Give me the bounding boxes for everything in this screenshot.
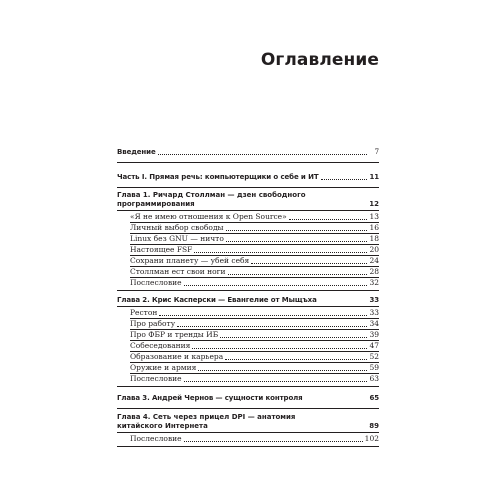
- toc-entry-label: Настоящее FSF: [130, 245, 193, 254]
- toc-entry-label: Послесловие: [130, 434, 182, 443]
- toc-subentry[interactable]: [117, 223, 379, 233]
- page-title: Оглавление: [260, 50, 379, 70]
- toc-entry-label: «Я не имею отношения к Open Source»: [130, 212, 287, 221]
- leader-dots: [184, 380, 367, 382]
- toc-entry-part1[interactable]: [117, 172, 379, 182]
- toc-entry-label: Рестон: [130, 308, 158, 317]
- toc-entry-page: 52: [369, 352, 379, 361]
- toc-subentry[interactable]: [117, 374, 379, 384]
- leader-dots: [177, 325, 367, 327]
- toc-entry-page: 12: [369, 200, 379, 208]
- toc-subentry[interactable]: [117, 256, 379, 266]
- leader-dots: [220, 336, 367, 338]
- toc-entry-page: 39: [369, 330, 379, 339]
- leader-dots: [226, 229, 367, 231]
- toc-entry-page: 16: [369, 223, 379, 232]
- toc-entry-page: 32: [369, 278, 379, 287]
- toc-entry-chapter4[interactable]: [117, 413, 379, 431]
- toc-entry-chapter1[interactable]: [117, 191, 379, 209]
- toc-subentry[interactable]: [117, 278, 379, 288]
- toc-entry-page: 34: [369, 319, 379, 328]
- toc-subentry[interactable]: [117, 341, 379, 351]
- toc-subentry[interactable]: [117, 434, 379, 444]
- divider: [117, 446, 379, 447]
- divider: [117, 432, 379, 433]
- toc-entry-label: Linux без GNU — ничто: [130, 234, 224, 243]
- toc-entry-label: Глава 4. Сеть через прицел DPI — анатомия китайского Интернета: [117, 413, 296, 430]
- toc-entry-label: Сохрани планету — убей себя: [130, 256, 250, 265]
- toc-subentry[interactable]: [117, 352, 379, 362]
- divider: [117, 408, 379, 409]
- toc-subentry[interactable]: [117, 245, 379, 255]
- toc-entry-page: 59: [369, 363, 379, 372]
- toc-entry-page: 11: [369, 173, 379, 181]
- toc-subentry[interactable]: [117, 319, 379, 329]
- leader-dots: [184, 440, 363, 442]
- toc-entry-label: Про работу: [130, 319, 176, 328]
- toc-entry-page: 28: [369, 267, 379, 276]
- toc-entry-page: 7: [374, 148, 379, 156]
- chapter4-sections: [117, 434, 379, 444]
- divider: [117, 306, 379, 307]
- toc-entry-page: 33: [369, 308, 379, 317]
- leader-dots: [251, 262, 367, 264]
- toc-entry-page: 20: [369, 245, 379, 254]
- toc-entry-label: Оружие и армия: [130, 363, 197, 372]
- leader-dots: [184, 284, 367, 286]
- toc-entry-page: 24: [369, 256, 379, 265]
- leader-dots: [305, 400, 367, 401]
- toc-entry-label: Послесловие: [130, 278, 182, 287]
- toc-entry-label: Личный выбор свободы: [130, 223, 224, 232]
- chapter2-sections: [117, 308, 379, 384]
- toc-subentry[interactable]: [117, 330, 379, 340]
- toc-subentry[interactable]: [117, 308, 379, 318]
- toc-subentry[interactable]: [117, 234, 379, 244]
- divider: [117, 187, 379, 188]
- toc-subentry[interactable]: [117, 267, 379, 277]
- toc-entry-page: 33: [369, 296, 379, 304]
- toc-entry-page: 63: [369, 374, 379, 383]
- toc-entry-page: 13: [369, 212, 379, 221]
- toc-entry-chapter3[interactable]: [117, 393, 379, 403]
- toc-entry-label: Часть I. Прямая речь: компьютерщики о себе и ИТ: [117, 173, 319, 181]
- toc-entry-page: 47: [369, 341, 379, 350]
- toc-entry-page: 18: [369, 234, 379, 243]
- leader-dots: [225, 358, 367, 360]
- leader-dots: [198, 369, 367, 371]
- toc-entry-intro[interactable]: [117, 147, 379, 157]
- toc-entry-label: Глава 3. Андрей Чернов — сущности контроля: [117, 394, 303, 402]
- toc-entry-chapter2[interactable]: [117, 295, 379, 305]
- leader-dots: [192, 347, 367, 349]
- leader-dots: [321, 178, 367, 180]
- toc-entry-label: Про ФБР и тренды ИБ: [130, 330, 219, 339]
- toc-entry-label: Собеседования: [130, 341, 191, 350]
- toc-subentry[interactable]: [117, 363, 379, 373]
- leader-dots: [319, 302, 367, 303]
- leader-dots: [159, 314, 367, 316]
- toc-entry-page: 102: [364, 434, 379, 443]
- divider: [117, 162, 379, 163]
- chapter1-sections: [117, 212, 379, 288]
- leader-dots: [194, 251, 367, 253]
- toc-entry-label: Введение: [117, 148, 156, 156]
- toc-entry-label: Образование и карьера: [130, 352, 224, 361]
- leader-dots: [289, 218, 367, 220]
- toc-subentry[interactable]: [117, 212, 379, 222]
- toc-entry-label: Глава 2. Крис Касперски — Евангелие от Мыщъха: [117, 296, 317, 304]
- toc-entry-page: 89: [369, 422, 379, 430]
- divider: [117, 386, 379, 387]
- leader-dots: [226, 240, 367, 242]
- table-of-contents: [117, 147, 379, 447]
- leader-dots: [228, 273, 367, 275]
- toc-entry-label: Столлман ест свои ноги: [130, 267, 226, 276]
- toc-entry-label: Послесловие: [130, 374, 182, 383]
- toc-entry-page: 65: [369, 394, 379, 402]
- divider: [117, 290, 379, 291]
- toc-entry-label: Глава 1. Ричард Столлман — дзен свободного программирования: [117, 191, 306, 208]
- leader-dots: [158, 153, 367, 155]
- divider: [117, 210, 379, 211]
